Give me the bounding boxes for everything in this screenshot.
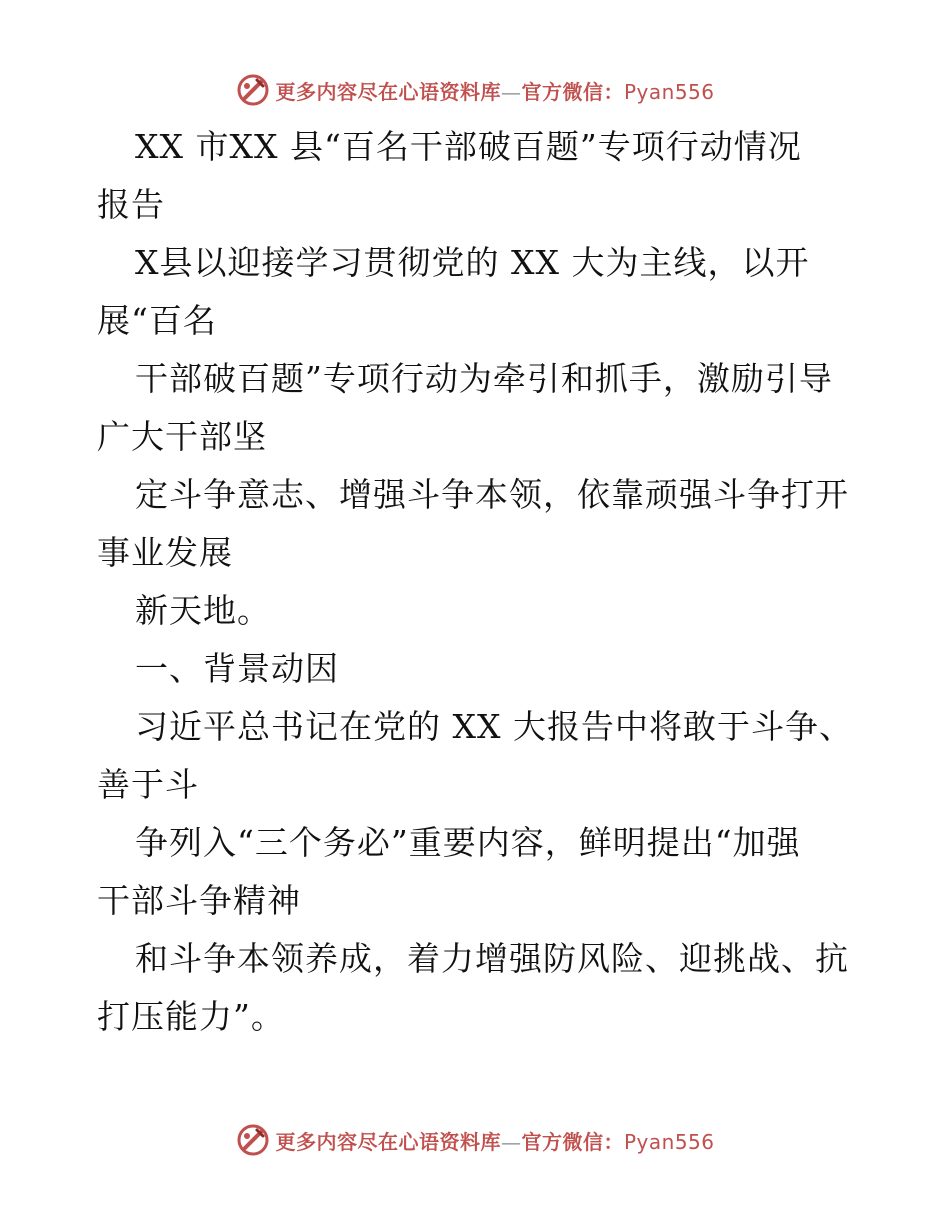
watermark-text: [275, 76, 714, 105]
watermark-brand: 更多内容尽在心语资料库: [275, 79, 501, 104]
title-line-1: XX 市XX 县“百名干部破百题”专项行动情况: [135, 127, 802, 166]
watermark-id: Pyan556: [623, 79, 715, 104]
paragraph-line: 展“百名: [97, 301, 217, 340]
paragraph-line: 新天地。: [135, 591, 271, 630]
watermark-label: 官方微信：: [521, 1129, 624, 1154]
paragraph-line: 定斗争意志、增强斗争本领，依靠顽强斗争打开: [135, 475, 849, 514]
title-line-2: 报告: [97, 185, 165, 224]
watermark-text: [275, 1126, 714, 1155]
document-body: [97, 118, 857, 1046]
watermark-separator: —: [500, 79, 522, 104]
paragraph-line: 习近平总书记在党的 XX 大报告中将敢于斗争、: [135, 707, 853, 746]
paragraph-line: 争列入“三个务必”重要内容，鲜明提出“加强: [135, 823, 801, 862]
footer-watermark: [0, 1120, 950, 1160]
paragraph-line: 事业发展: [97, 533, 233, 572]
paragraph-line: 干部斗争精神: [97, 881, 301, 920]
watermark-separator: —: [500, 1129, 522, 1154]
paragraph-line: 广大干部坚: [97, 417, 267, 456]
watermark-brand: 更多内容尽在心语资料库: [275, 1129, 501, 1154]
watermark-label: 官方微信：: [521, 79, 624, 104]
brand-logo-icon: [235, 1122, 271, 1158]
paragraph-line: 打压能力”。: [97, 997, 285, 1036]
paragraph-line: X县以迎接学习贯彻党的 XX 大为主线，以开: [135, 243, 810, 282]
header-watermark: [0, 70, 950, 110]
brand-logo-icon: [235, 72, 271, 108]
paragraph-line: 善于斗: [97, 765, 199, 804]
section-heading: 一、背景动因: [135, 649, 339, 688]
paragraph-line: 和斗争本领养成，着力增强防风险、迎挑战、抗: [135, 939, 849, 978]
paragraph-line: 干部破百题”专项行动为牵引和抓手，激励引导: [135, 359, 833, 398]
watermark-id: Pyan556: [623, 1129, 715, 1154]
